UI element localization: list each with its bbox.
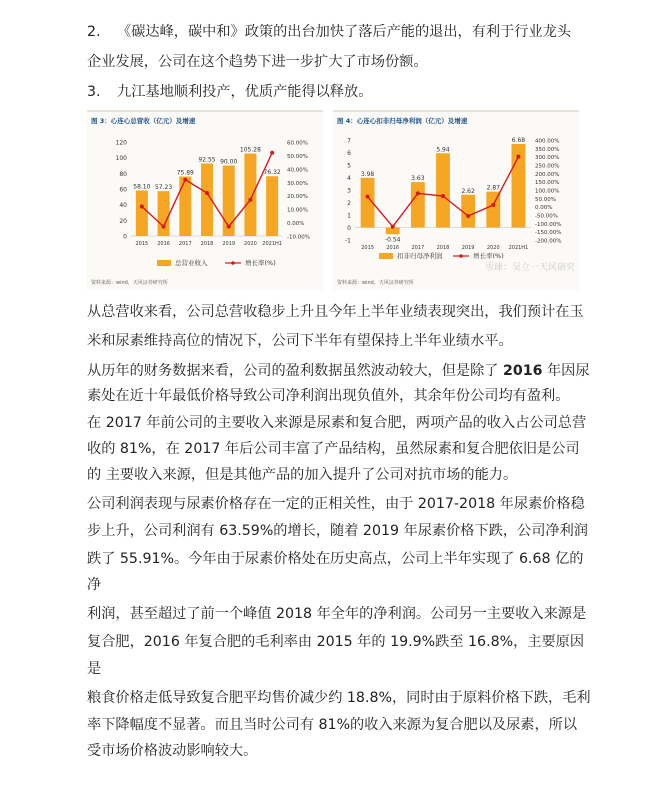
data-label: 2.87 <box>486 184 500 192</box>
y-tick-label: 120 <box>115 139 127 147</box>
growth-point <box>270 151 274 155</box>
para4-line4: 净 <box>87 577 102 593</box>
list-number: 3. <box>87 84 101 100</box>
data-label: 3.63 <box>411 175 425 183</box>
para5-line1: 利润，甚至超过了前一个峰值 2018 年全年的净利润。公司另一主要收入来源是 <box>87 606 587 622</box>
bar <box>158 191 170 236</box>
para5-line2: 复合肥，2016 年复合肥的毛利率由 2015 年的 19.9%跌至 16.8%，主要原因 <box>87 634 585 650</box>
x-tick-label: 2017 <box>178 241 192 247</box>
y-tick-label: -1 <box>345 237 351 245</box>
bar <box>179 177 191 236</box>
list-item-2 <box>87 22 571 42</box>
growth-point <box>466 214 470 218</box>
data-label: 75.89 <box>176 169 194 177</box>
growth-point <box>162 225 166 229</box>
x-tick-label: 2018 <box>436 245 450 251</box>
para6-line3: 受市场价格波动影响较大。 <box>87 743 258 759</box>
list-item-3 <box>87 82 372 102</box>
growth-point <box>183 178 187 182</box>
para6-line1: 粮食价格走低导致复合肥平均售价减少约 18.8%，同时由于原料价格下跌，毛利 <box>87 690 591 706</box>
bar <box>266 176 278 236</box>
growth-point <box>140 204 144 208</box>
y2-tick-label: 300.00% <box>535 155 560 162</box>
para2-line2: 素处在近十年最低价格导致公司净利润出现负值外，其余年份公司均有盈利。 <box>87 388 570 404</box>
para4-line2: 步上升，公司利润有 63.59%的增长，随着 2019 年尿素价格下跌，公司净利润 <box>87 523 588 539</box>
chart-revenue-panel <box>87 110 323 290</box>
x-tick-label: 2016 <box>157 241 170 247</box>
y2-tick-label: 250.00% <box>535 163 560 170</box>
x-tick-label: 2020 <box>244 241 257 247</box>
data-label: 105.28 <box>239 146 261 154</box>
chart-profit-panel <box>333 110 579 290</box>
y2-tick-label: 400.00% <box>535 138 560 145</box>
y-tick-label: 4 <box>347 175 351 182</box>
y-tick-label: 3 <box>347 187 351 195</box>
y-tick-label: 40 <box>119 202 127 210</box>
chart-title: 图 4：心连心扣非归母净利润（亿元）及增速 <box>337 117 468 125</box>
legend-line-marker <box>459 254 463 258</box>
para2-text-b: 年因尿 <box>542 363 590 379</box>
chart-profit <box>333 112 579 288</box>
y-tick-label: 0 <box>347 225 351 232</box>
para6-line2: 率下降幅度不显著。而且当时公司有 81%的收入来源为复合肥以及尿素，所以 <box>87 717 578 733</box>
y2-tick-label: 60.00% <box>287 140 308 147</box>
list-text: 《碳达峰，碳中和》政策的出台加快了落后产能的退出，有利于行业龙头 <box>117 24 572 40</box>
x-tick-label: 2018 <box>200 241 214 247</box>
para2-text-a: 从历年的财务数据来看，公司的盈利数据虽然波动较大，但是除了 <box>87 363 503 379</box>
y2-tick-label: 20.00% <box>287 194 308 201</box>
para2-line1 <box>87 361 590 381</box>
x-tick-label: 2019 <box>222 241 236 247</box>
bar <box>244 154 256 236</box>
para4-line3: 跌了 55.91%。今年由于尿素价格处在历史高点，公司上半年实现了 6.68 亿的 <box>87 551 584 567</box>
data-label: 3.98 <box>360 170 375 178</box>
growth-point <box>491 203 495 207</box>
list-text: 九江基地顺利投产，优质产能得以释放。 <box>117 84 373 100</box>
x-tick-label: 2017 <box>411 245 425 251</box>
y2-tick-label: -150.00% <box>535 230 562 237</box>
y2-tick-label: 0.00% <box>535 205 553 212</box>
x-tick-label: 2021H1 <box>262 241 282 247</box>
legend-line-marker <box>231 261 235 265</box>
chart-title: 图 3：心连心总营收（亿元）及增速 <box>91 117 196 125</box>
para3-line2: 收的 81%，在 2017 年后公司丰富了产品结构，虽然尿素和复合肥依旧是公司 <box>87 441 580 457</box>
para3-line3: 的 主要收入来源，但是其他产品的加入提升了公司对抗市场的能力。 <box>87 467 518 483</box>
y-tick-label: 60 <box>119 186 127 194</box>
para1-line2: 米和尿素维持高位的情况下，公司下半年有望保持上半年业绩水平。 <box>87 333 513 349</box>
y2-tick-label: 100.00% <box>535 188 560 195</box>
growth-point <box>248 198 252 202</box>
y2-tick-label: -10.00% <box>287 234 310 241</box>
data-label: 58.10 <box>133 183 151 191</box>
growth-point <box>227 225 231 229</box>
y-tick-label: 20 <box>119 217 127 225</box>
y2-tick-label: 10.00% <box>287 207 308 214</box>
x-tick-label: 2020 <box>486 245 500 251</box>
y2-tick-label: 150.00% <box>535 180 560 187</box>
y-tick-label: 7 <box>347 137 351 145</box>
y2-tick-label: 50.00% <box>535 196 556 203</box>
y-tick-label: 2 <box>347 200 351 207</box>
y2-tick-label: -50.00% <box>535 213 558 220</box>
legend-line-label: 增长率(%) <box>473 252 504 260</box>
chart-source: 资料来源：wind，天风证券研究所 <box>337 280 414 286</box>
list-item-2-cont: 企业发展，公司在这个趋势下进一步扩大了市场份额。 <box>87 54 428 70</box>
data-label: 90.00 <box>220 158 238 166</box>
bar <box>461 195 475 228</box>
legend-bar-swatch <box>379 253 393 259</box>
data-label: 76.32 <box>263 169 281 177</box>
y2-tick-label: 0.00% <box>287 221 305 228</box>
legend-line-label: 增长率(%) <box>245 259 276 267</box>
x-tick-label: 2015 <box>361 245 374 251</box>
y2-tick-label: 50.00% <box>287 153 308 160</box>
growth-point <box>391 225 395 229</box>
growth-point <box>366 195 370 199</box>
data-label: 57.23 <box>154 184 173 192</box>
bar <box>136 190 148 236</box>
x-tick-label: 2021H1 <box>508 245 529 251</box>
data-label: 6.68 <box>511 137 526 144</box>
x-tick-label: 2015 <box>135 241 149 247</box>
y2-tick-label: 350.00% <box>535 146 560 153</box>
data-label: 92.55 <box>198 156 216 164</box>
x-tick-label: 2019 <box>461 245 475 251</box>
para5-line3: 是 <box>87 661 102 677</box>
growth-point <box>441 194 445 198</box>
data-label: -0.54 <box>384 236 401 244</box>
data-label: 5.94 <box>436 146 450 154</box>
y2-tick-label: 200.00% <box>535 171 560 178</box>
bar <box>436 153 450 227</box>
para3-line1: 在 2017 年前公司的主要收入来源是尿素和复合肥，两项产品的收入占公司总营 <box>87 415 587 431</box>
y2-tick-label: -100.00% <box>535 221 562 228</box>
legend-bar-label: 总营业收入 <box>175 259 208 267</box>
para4-line1: 公司利润表现与尿素价格存在一定的正相关性，由于 2017-2018 年尿素价格稳 <box>87 496 585 512</box>
y-tick-label: 5 <box>347 162 351 170</box>
chart-revenue <box>87 112 323 288</box>
growth-point <box>416 191 420 195</box>
watermark-text: 雪球：吴立一天风研究 <box>484 263 575 273</box>
data-label: 2.62 <box>461 187 475 195</box>
y2-tick-label: -200.00% <box>535 238 562 245</box>
y2-tick-label: 40.00% <box>287 167 308 174</box>
y-tick-label: 1 <box>347 212 351 220</box>
growth-point <box>516 155 520 159</box>
charts-figure <box>87 110 579 290</box>
para1-line1: 从总营收来看，公司总营收稳步上升且今年上半年业绩表现突出，我们预计在玉 <box>87 304 584 320</box>
legend-bar-label: 扣非归母净利润 <box>397 252 443 260</box>
y2-tick-label: 30.00% <box>287 180 308 187</box>
y-tick-label: 80 <box>119 170 127 178</box>
y-tick-label: 100 <box>115 155 127 163</box>
y-tick-label: 0 <box>123 233 127 241</box>
y-tick-label: 6 <box>347 150 351 157</box>
legend-bar-swatch <box>157 260 171 266</box>
list-number: 2. <box>87 24 101 40</box>
para2-year-bold: 2016 <box>502 363 543 379</box>
x-tick-label: 2016 <box>386 245 400 251</box>
bar <box>411 182 425 227</box>
growth-point <box>205 191 209 195</box>
chart-source: 资料来源：wind，天风证券研究所 <box>91 280 168 286</box>
